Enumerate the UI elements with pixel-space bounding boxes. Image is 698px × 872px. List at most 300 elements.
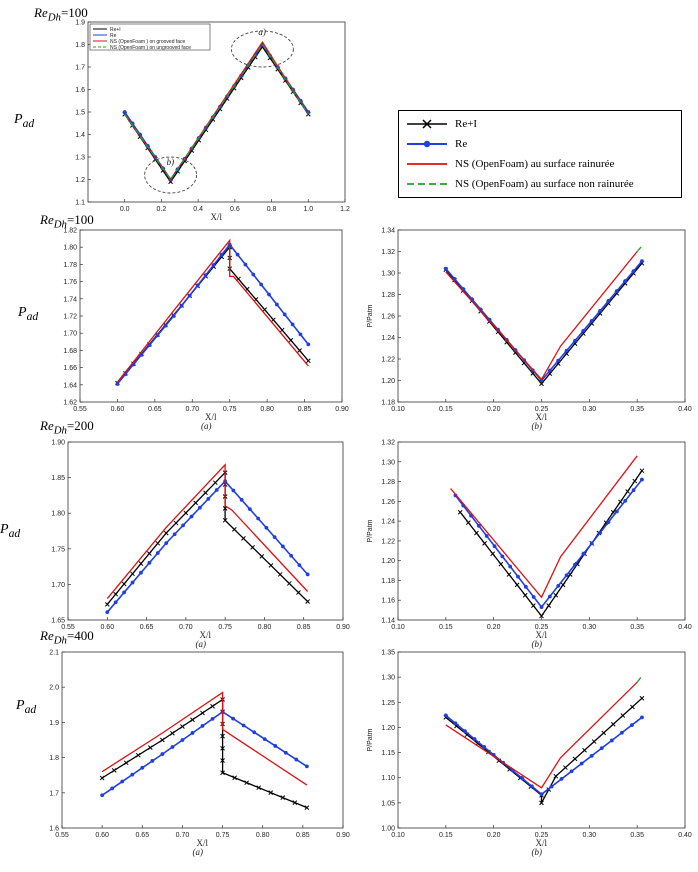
pad-symbol: P xyxy=(14,112,23,127)
re-symbol: Re xyxy=(40,212,54,227)
data-point xyxy=(150,759,154,763)
data-point xyxy=(194,501,198,505)
chart-re400b xyxy=(367,650,692,858)
y-tick-label: 1.74 xyxy=(63,296,77,304)
y-tick-label: 1.26 xyxy=(381,498,395,506)
x-tick-label: 0.90 xyxy=(335,406,349,413)
data-point xyxy=(554,593,558,597)
x-tick-label: 0.60 xyxy=(110,406,125,413)
subfigure-caption: (a) xyxy=(195,639,206,649)
data-point xyxy=(444,713,448,717)
x-axis-label: X/l xyxy=(210,212,223,222)
x-tick-label: 0.35 xyxy=(630,406,644,413)
data-point xyxy=(124,761,128,765)
x-tick-label: 0.10 xyxy=(391,624,405,631)
data-point xyxy=(105,610,109,614)
legend-swatch-re xyxy=(405,138,449,150)
y-tick-label: 1.32 xyxy=(381,439,395,447)
data-point xyxy=(515,583,519,587)
data-point xyxy=(164,541,168,545)
data-point xyxy=(278,572,282,576)
chart-re200b xyxy=(367,440,692,650)
series-line xyxy=(125,47,309,182)
data-point xyxy=(523,593,527,597)
data-point xyxy=(211,717,215,721)
data-point xyxy=(289,338,293,342)
pad-subscript: ad xyxy=(26,309,39,323)
x-tick-label: 0.40 xyxy=(678,406,692,413)
y-tick-label: 1.18 xyxy=(381,399,395,407)
y-tick-label: 1.22 xyxy=(381,538,395,546)
series-line xyxy=(446,698,642,803)
data-point xyxy=(273,535,277,539)
x-axis-label: X/l xyxy=(535,838,548,848)
data-point xyxy=(251,273,255,277)
data-point xyxy=(483,541,487,545)
x-axis-label: X/l xyxy=(205,412,217,422)
x-tick-label: 0.40 xyxy=(678,624,692,631)
x-tick-label: 0.20 xyxy=(486,624,501,631)
data-point xyxy=(561,583,565,587)
data-point xyxy=(267,293,271,297)
series-line xyxy=(446,715,642,794)
x-axis-label: X/l xyxy=(535,630,548,640)
re-subscript: Dh xyxy=(53,424,67,437)
data-point xyxy=(271,318,275,322)
data-point xyxy=(485,534,489,538)
data-point xyxy=(610,739,614,743)
y-tick-label: 1.75 xyxy=(51,546,65,554)
data-point xyxy=(287,581,291,585)
data-point xyxy=(297,563,301,567)
data-point xyxy=(241,536,245,540)
y-tick-label: 1.35 xyxy=(381,649,395,657)
data-point xyxy=(607,299,611,303)
y-tick-label: 1.66 xyxy=(63,365,77,373)
inner-legend-label: NS (OpenFoam ) on ungrooved face xyxy=(110,44,191,51)
y-tick-label: 1.80 xyxy=(63,244,77,252)
y-tick-label: 1.70 xyxy=(51,581,65,589)
data-point xyxy=(581,552,585,556)
data-point xyxy=(573,339,577,343)
plot-frame xyxy=(62,652,343,828)
x-tick-label: 0.0 xyxy=(119,206,130,213)
y-tick-label: 1.76 xyxy=(63,279,77,287)
data-point xyxy=(640,696,644,700)
x-tick-label: 0.20 xyxy=(486,406,501,413)
x-tick-label: 0.75 xyxy=(215,832,230,839)
data-point xyxy=(563,766,567,770)
legend-item-re xyxy=(405,135,467,153)
plot-frame xyxy=(398,442,685,620)
x-tick-label: 0.8 xyxy=(266,206,277,213)
data-point xyxy=(248,507,252,511)
data-point xyxy=(190,718,194,722)
data-point xyxy=(474,531,478,535)
data-point xyxy=(204,491,208,495)
y-tick-label: 1.8 xyxy=(75,42,85,49)
x-tick-label: 0.4 xyxy=(193,206,204,213)
y-tick-label: 1.3 xyxy=(75,154,85,162)
data-point xyxy=(220,253,224,257)
x-tick-label: 0.35 xyxy=(630,832,644,839)
y-tick-label: 1.7 xyxy=(49,790,59,798)
y-tick-label: 1.80 xyxy=(51,510,65,518)
data-point xyxy=(500,554,504,558)
data-point xyxy=(615,510,619,514)
data-point xyxy=(198,506,202,510)
y-tick-label: 2.0 xyxy=(49,684,59,692)
x-axis-label: X/l xyxy=(199,630,212,640)
data-point xyxy=(242,724,246,728)
data-point xyxy=(136,753,140,757)
data-point xyxy=(260,554,264,558)
pad-subscript: ad xyxy=(24,702,37,716)
x-tick-label: 0.80 xyxy=(255,832,270,839)
data-point xyxy=(180,304,184,308)
y-tick-label: 1.30 xyxy=(381,270,395,278)
y-tick-label: 1.7 xyxy=(75,64,85,72)
data-point xyxy=(269,563,273,567)
data-point xyxy=(540,605,544,609)
data-point xyxy=(621,714,625,718)
pad-symbol: P xyxy=(0,522,9,537)
re-subscript: Dh xyxy=(47,11,61,24)
series-line xyxy=(637,676,642,682)
data-point xyxy=(164,531,168,535)
data-point xyxy=(573,757,577,761)
data-point xyxy=(520,777,524,781)
subfigure-caption: (a) xyxy=(201,421,212,431)
data-point xyxy=(252,730,256,734)
x-tick-label: 0.15 xyxy=(439,624,453,631)
data-point xyxy=(463,729,467,733)
y-tick-label: 1.85 xyxy=(51,475,65,483)
series-line xyxy=(107,473,307,605)
data-point xyxy=(140,766,144,770)
data-point xyxy=(181,524,185,528)
y-tick-label: 1.28 xyxy=(381,479,395,487)
data-point xyxy=(263,737,267,741)
data-point xyxy=(306,359,310,363)
data-point xyxy=(284,751,288,755)
data-point xyxy=(264,526,268,530)
data-point xyxy=(212,263,216,267)
y-tick-label: 1.15 xyxy=(381,750,395,758)
data-point xyxy=(592,740,596,744)
data-point xyxy=(560,777,564,781)
data-point xyxy=(540,792,544,796)
data-point xyxy=(623,279,627,283)
y-tick-label: 1.24 xyxy=(381,335,395,342)
data-point xyxy=(240,498,244,502)
data-point xyxy=(623,499,627,503)
data-point xyxy=(114,592,118,596)
x-tick-label: 1.2 xyxy=(340,206,350,213)
data-point xyxy=(633,479,637,483)
x-tick-label: 0.30 xyxy=(582,832,597,839)
data-point xyxy=(583,748,587,752)
data-point xyxy=(590,754,594,758)
x-tick-label: 0.65 xyxy=(135,832,150,839)
data-point xyxy=(618,500,622,504)
series-line xyxy=(117,240,308,382)
inner-legend xyxy=(90,24,210,51)
data-point xyxy=(173,532,177,536)
x-tick-label: 0.85 xyxy=(296,832,310,839)
data-point xyxy=(640,715,644,719)
x-axis-label: X/l xyxy=(196,838,209,848)
data-point xyxy=(630,723,634,727)
data-point xyxy=(139,571,143,575)
x-tick-label: 0.70 xyxy=(175,832,190,839)
chart-re100b xyxy=(367,228,692,432)
x-tick-label: 0.70 xyxy=(179,624,193,631)
data-point xyxy=(180,725,184,729)
legend-swatch-re-i xyxy=(405,118,449,130)
data-point xyxy=(105,602,109,606)
data-point xyxy=(190,515,194,519)
data-point xyxy=(602,731,606,735)
data-point xyxy=(466,521,470,525)
subfigure-caption: (b) xyxy=(531,639,542,649)
data-point xyxy=(473,737,477,741)
data-point xyxy=(123,110,127,114)
y-tick-label: 1.30 xyxy=(381,674,395,682)
data-point xyxy=(458,510,462,514)
x-tick-label: 0.75 xyxy=(222,406,237,413)
legend-label: NS (OpenFoam) au surface rainurée xyxy=(455,158,615,170)
y-tick-label: 1.24 xyxy=(381,518,395,526)
data-point xyxy=(640,469,644,473)
x-tick-label: 0.55 xyxy=(55,832,69,839)
data-point xyxy=(156,334,160,338)
data-point xyxy=(211,704,215,708)
data-point xyxy=(306,573,310,577)
data-point xyxy=(112,768,116,772)
annotation-label: a) xyxy=(258,27,266,37)
data-point xyxy=(298,348,302,352)
y-tick-label: 2.1 xyxy=(49,649,59,657)
data-point xyxy=(122,591,126,595)
data-point xyxy=(147,561,151,565)
data-point xyxy=(565,573,569,577)
subfigure-caption: (a) xyxy=(192,847,203,857)
y-tick-label: 1.9 xyxy=(75,19,85,27)
data-point xyxy=(548,369,552,373)
y-tick-label: 1.32 xyxy=(381,249,395,256)
inner-legend-label: NS (OpenFoam ) on grooved face xyxy=(110,38,186,45)
legend-swatch-ns-grooved xyxy=(405,158,449,170)
plot-frame xyxy=(68,442,343,620)
data-point xyxy=(139,562,143,566)
y-tick-label: 1.65 xyxy=(51,617,65,625)
y-tick-label: 1.00 xyxy=(381,825,395,833)
y-tick-label: 1.05 xyxy=(381,800,395,808)
y-tick-label: 1.9 xyxy=(49,719,59,727)
re-value: =200 xyxy=(66,418,94,433)
data-point xyxy=(499,562,503,566)
re-symbol: Re xyxy=(40,628,54,643)
data-point xyxy=(507,573,511,577)
y-axis-label: P/Patm xyxy=(367,728,374,752)
data-point xyxy=(231,489,235,493)
data-point xyxy=(548,595,552,599)
series-line xyxy=(102,693,307,786)
data-point xyxy=(280,328,284,332)
annotation-label: b) xyxy=(166,157,175,167)
y-tick-label: 1.64 xyxy=(63,382,77,390)
x-tick-label: 0.90 xyxy=(336,624,350,631)
y-tick-label: 1.20 xyxy=(381,378,395,385)
x-tick-label: 0.85 xyxy=(296,624,311,631)
data-point xyxy=(256,517,260,521)
x-tick-label: 0.10 xyxy=(391,406,405,413)
x-tick-label: 0.30 xyxy=(582,406,597,413)
plot-frame xyxy=(80,230,342,402)
series-line xyxy=(446,252,637,380)
x-tick-label: 0.20 xyxy=(486,832,501,839)
data-point xyxy=(164,324,168,328)
x-tick-label: 0.30 xyxy=(582,624,597,631)
legend-label: Re+I xyxy=(455,118,478,130)
x-axis-label: X/l xyxy=(535,412,548,422)
data-point xyxy=(181,738,185,742)
x-tick-label: 0.70 xyxy=(185,406,200,413)
data-point xyxy=(550,785,554,789)
data-point xyxy=(122,582,126,586)
data-point xyxy=(590,319,594,323)
data-point xyxy=(251,545,255,549)
data-point xyxy=(231,717,235,721)
legend-item-ns-grooved xyxy=(405,155,614,173)
series-line xyxy=(637,246,642,251)
y-tick-label: 1.68 xyxy=(63,347,77,355)
y-tick-label: 1.5 xyxy=(75,109,85,117)
y-tick-label: 1.25 xyxy=(381,699,395,707)
x-tick-label: 0.80 xyxy=(257,624,272,631)
data-point xyxy=(236,253,240,257)
y-tick-label: 1.72 xyxy=(63,313,77,321)
data-point xyxy=(110,787,114,791)
re-value: =100 xyxy=(66,212,94,227)
y-tick-label: 1.26 xyxy=(381,313,395,321)
y-tick-label: 1.20 xyxy=(381,724,395,732)
data-point xyxy=(188,294,192,298)
data-point xyxy=(116,382,120,386)
data-point xyxy=(213,481,217,485)
y-tick-label: 1.2 xyxy=(75,177,85,184)
data-point xyxy=(156,551,160,555)
data-point xyxy=(305,765,309,769)
data-point xyxy=(580,762,584,766)
series-line xyxy=(455,480,642,607)
pad-symbol: P xyxy=(16,698,25,713)
data-point xyxy=(531,604,535,608)
data-point xyxy=(273,744,277,748)
data-point xyxy=(581,329,585,333)
x-tick-label: 0.80 xyxy=(260,406,274,413)
pad-subscript: ad xyxy=(22,116,35,130)
data-point xyxy=(530,785,534,789)
series-line xyxy=(102,700,307,808)
data-point xyxy=(160,752,164,756)
data-point xyxy=(598,531,602,535)
pad-symbol: P xyxy=(18,305,27,320)
data-point xyxy=(201,711,205,715)
data-point xyxy=(630,705,634,709)
series-line xyxy=(107,481,307,612)
main-legend xyxy=(398,110,682,198)
x-tick-label: 0.25 xyxy=(534,832,549,839)
x-tick-label: 0.55 xyxy=(61,624,75,631)
data-point xyxy=(275,303,279,307)
data-point xyxy=(130,773,134,777)
x-tick-label: 0.15 xyxy=(439,406,453,413)
legend-item-ns-ungrooved xyxy=(405,175,634,193)
data-point xyxy=(611,722,615,726)
series-line xyxy=(446,261,642,380)
inner-legend-label: Re xyxy=(110,32,117,39)
y-tick-label: 1.10 xyxy=(381,775,395,783)
data-point xyxy=(640,259,644,263)
data-point xyxy=(573,563,577,567)
data-point xyxy=(291,323,295,327)
data-point xyxy=(493,544,497,548)
data-point xyxy=(232,527,236,531)
data-point xyxy=(454,721,458,725)
y-tick-label: 1.30 xyxy=(381,459,395,467)
data-point xyxy=(632,488,636,492)
data-point xyxy=(201,724,205,728)
y-tick-label: 1.1 xyxy=(75,199,85,207)
data-point xyxy=(100,793,104,797)
data-point xyxy=(600,746,604,750)
data-point xyxy=(294,758,298,762)
data-point xyxy=(184,511,188,515)
x-tick-label: 0.10 xyxy=(391,832,405,839)
data-point xyxy=(204,273,208,277)
x-tick-label: 0.25 xyxy=(534,406,549,413)
data-point xyxy=(281,545,285,549)
data-point xyxy=(100,776,104,780)
series-line xyxy=(102,712,307,796)
data-point xyxy=(259,283,263,287)
y-axis-label: P/Patm xyxy=(367,304,374,328)
y-tick-label: 1.4 xyxy=(75,132,85,139)
data-point xyxy=(620,731,624,735)
data-point xyxy=(196,284,200,288)
data-point xyxy=(565,349,569,353)
data-point xyxy=(306,599,310,603)
x-tick-label: 1.0 xyxy=(303,206,314,213)
data-point xyxy=(590,541,594,545)
y-tick-label: 1.6 xyxy=(75,87,85,94)
data-point xyxy=(244,263,248,267)
data-point xyxy=(482,745,486,749)
data-point xyxy=(516,575,520,579)
inner-legend-label: Re+I xyxy=(110,26,121,33)
x-tick-label: 0.65 xyxy=(139,624,154,631)
x-tick-label: 0.85 xyxy=(297,406,312,413)
y-tick-label: 1.34 xyxy=(381,227,395,235)
y-tick-label: 1.82 xyxy=(63,227,77,235)
data-point xyxy=(147,551,151,555)
x-tick-label: 0.55 xyxy=(73,406,87,413)
data-point xyxy=(598,309,602,313)
x-tick-label: 0.60 xyxy=(95,832,109,839)
data-point xyxy=(570,769,574,773)
